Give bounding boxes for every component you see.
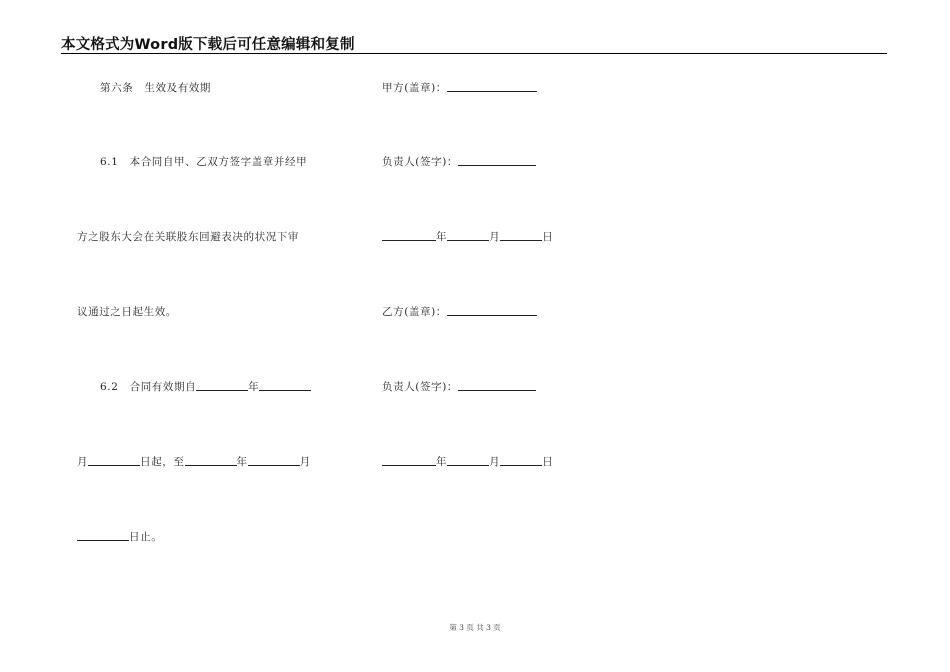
party-b-signature-line <box>382 304 537 319</box>
party-a-date-line <box>382 229 553 244</box>
year-label: 年 <box>436 456 448 468</box>
party-a-rep-label: 负责人(签字)： <box>382 156 458 168</box>
party-a-rep-blank[interactable] <box>458 155 536 166</box>
start-month-label: 月 <box>77 456 89 468</box>
clause-6-1-line2: 方之股东大会在关联股东回避表决的状况下审 <box>77 231 299 243</box>
end-day-label: 日止。 <box>129 531 163 543</box>
party-a-seal-blank[interactable] <box>447 81 537 92</box>
page-footer: 第 3 页 共 3 页 <box>449 623 501 632</box>
clause-6-2-line2 <box>77 454 311 469</box>
end-month-label: 月 <box>299 456 311 468</box>
party-b-month-blank[interactable] <box>447 455 489 466</box>
day-label: 日 <box>542 231 554 243</box>
month-label: 月 <box>489 231 501 243</box>
month-label: 月 <box>489 456 501 468</box>
end-day-blank[interactable] <box>77 530 129 541</box>
start-year-label: 年 <box>248 381 260 393</box>
clause-6-2-line1 <box>100 379 311 394</box>
party-b-seal-blank[interactable] <box>447 305 537 316</box>
party-a-label: 甲方(盖章)： <box>382 82 447 94</box>
party-a-month-blank[interactable] <box>447 230 489 241</box>
party-a-year-blank[interactable] <box>382 230 436 241</box>
year-label: 年 <box>436 231 448 243</box>
party-b-date-line <box>382 454 553 469</box>
clause-6-1-line1: 6.1 本合同自甲、乙双方签字盖章并经甲 <box>100 156 308 168</box>
start-day-label: 日起，至 <box>140 456 185 468</box>
party-a-rep-line <box>382 154 536 169</box>
party-a-day-blank[interactable] <box>500 230 542 241</box>
start-month-blank[interactable] <box>259 380 311 391</box>
clause-6-2-line3 <box>77 529 162 544</box>
start-year-blank[interactable] <box>196 380 248 391</box>
end-month-blank[interactable] <box>248 455 300 466</box>
party-a-signature-line <box>382 80 537 95</box>
end-year-blank[interactable] <box>185 455 237 466</box>
party-b-year-blank[interactable] <box>382 455 436 466</box>
party-b-rep-label: 负责人(签字)： <box>382 381 458 393</box>
start-day-blank[interactable] <box>88 455 140 466</box>
party-b-rep-line <box>382 379 536 394</box>
clause-6-1-line3: 议通过之日起生效。 <box>77 306 177 318</box>
party-b-rep-blank[interactable] <box>458 380 536 391</box>
clause-title: 第六条 生效及有效期 <box>100 82 211 94</box>
end-year-label: 年 <box>236 456 248 468</box>
party-b-day-blank[interactable] <box>500 455 542 466</box>
clause-6-2-prefix: 6.2 合同有效期自 <box>100 381 197 393</box>
document-header: 本文格式为Word版下载后可任意编辑和复制 <box>61 37 355 53</box>
header-divider <box>61 53 887 54</box>
party-b-label: 乙方(盖章)： <box>382 306 447 318</box>
day-label: 日 <box>542 456 554 468</box>
